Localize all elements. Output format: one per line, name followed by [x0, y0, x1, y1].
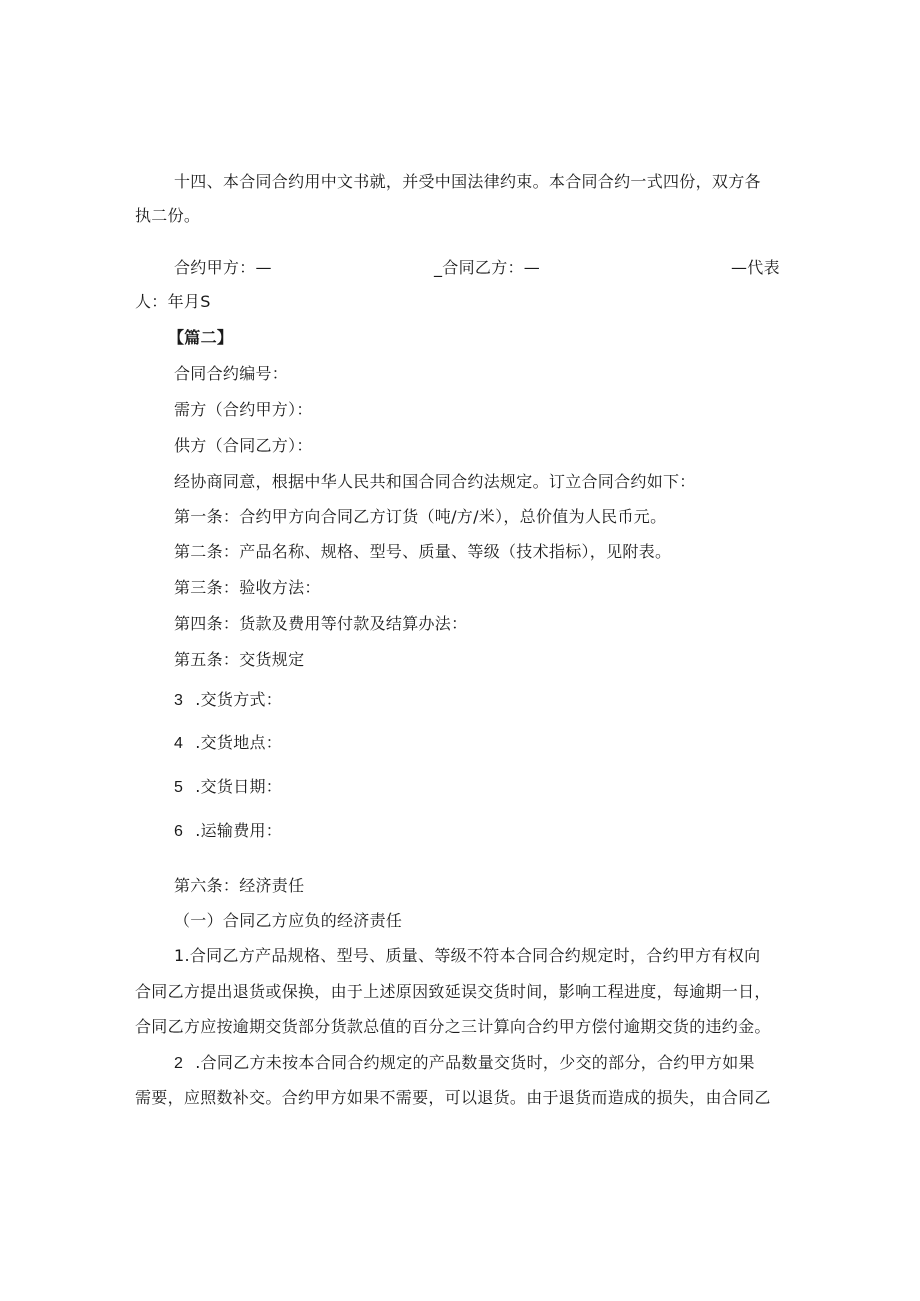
signature-row	[0, 258, 920, 278]
article-1: 第一条：合约甲方向合同乙方订货（吨/方/米），总价值为人民币元。	[174, 507, 667, 526]
supplier-line: 供方（合同乙方）：	[174, 436, 313, 455]
delivery-item	[174, 733, 282, 754]
intro-paragraph: 经协商同意，根据中华人民共和国合同合约法规定。订立合同合约如下：	[174, 472, 696, 491]
sub-section-1: （一）合同乙方应负的经济责任	[174, 911, 403, 930]
delivery-item	[174, 690, 282, 711]
clause-14-line-2: 执二份。	[135, 206, 201, 225]
delivery-item-text: .交货方式：	[195, 690, 283, 709]
party-b-signature: _合同乙方：—	[434, 258, 541, 277]
section-heading: 【篇二】	[168, 328, 234, 347]
paragraph-2-line-2: 需要，应照数补交。合约甲方如果不需要，可以退货。由于退货而造成的损失，由合同乙	[135, 1088, 771, 1107]
paragraph-1-line-2: 合同乙方提出退货或保换，由于上述原因致延误交货时间，影响工程进度，每逾期一日，	[135, 982, 771, 1001]
paragraph-1-line-3: 合同乙方应按逾期交货部分货款总值的百分之三计算向合约甲方偿付逾期交货的违约金。	[135, 1017, 771, 1036]
paragraph-2-line-1	[174, 1053, 755, 1074]
delivery-item	[174, 821, 282, 842]
paragraph-1-line-1: 1.合同乙方产品规格、型号、质量、等级不符本合同合约规定时，合约甲方有权向	[174, 946, 761, 965]
buyer-line: 需方（合约甲方）：	[174, 400, 313, 419]
delivery-item-number: 6	[174, 823, 184, 840]
article-4: 第四条：货款及费用等付款及结算办法：	[174, 614, 468, 633]
signature-date-line: 人：年月S	[135, 292, 211, 311]
paragraph-2-text: .合同乙方未按本合同合约规定的产品数量交货时，少交的部分，合约甲方如果	[195, 1053, 755, 1072]
contract-number: 合同合约编号：	[174, 364, 289, 383]
article-3: 第三条：验收方法：	[174, 578, 321, 597]
clause-14-line-1: 十四、本合同合约用中文书就，并受中国法律约束。本合同合约一式四份，双方各	[174, 172, 761, 191]
delivery-item-text: .交货日期：	[195, 777, 283, 796]
party-a-signature: 合约甲方：—	[174, 258, 272, 277]
paragraph-2-number: 2	[174, 1055, 184, 1072]
article-6: 第六条：经济责任	[174, 876, 305, 895]
delivery-item-number: 4	[174, 735, 184, 752]
delivery-item-number: 3	[174, 692, 184, 709]
delivery-item-number: 5	[174, 779, 184, 796]
delivery-item-text: .运输费用：	[195, 821, 283, 840]
article-5: 第五条：交货规定	[174, 650, 305, 669]
delivery-item-text: .交货地点：	[195, 733, 283, 752]
delivery-item	[174, 777, 282, 798]
article-2: 第二条：产品名称、规格、型号、质量、等级（技术指标），见附表。	[174, 542, 672, 561]
representative-label: —代表	[731, 258, 780, 277]
